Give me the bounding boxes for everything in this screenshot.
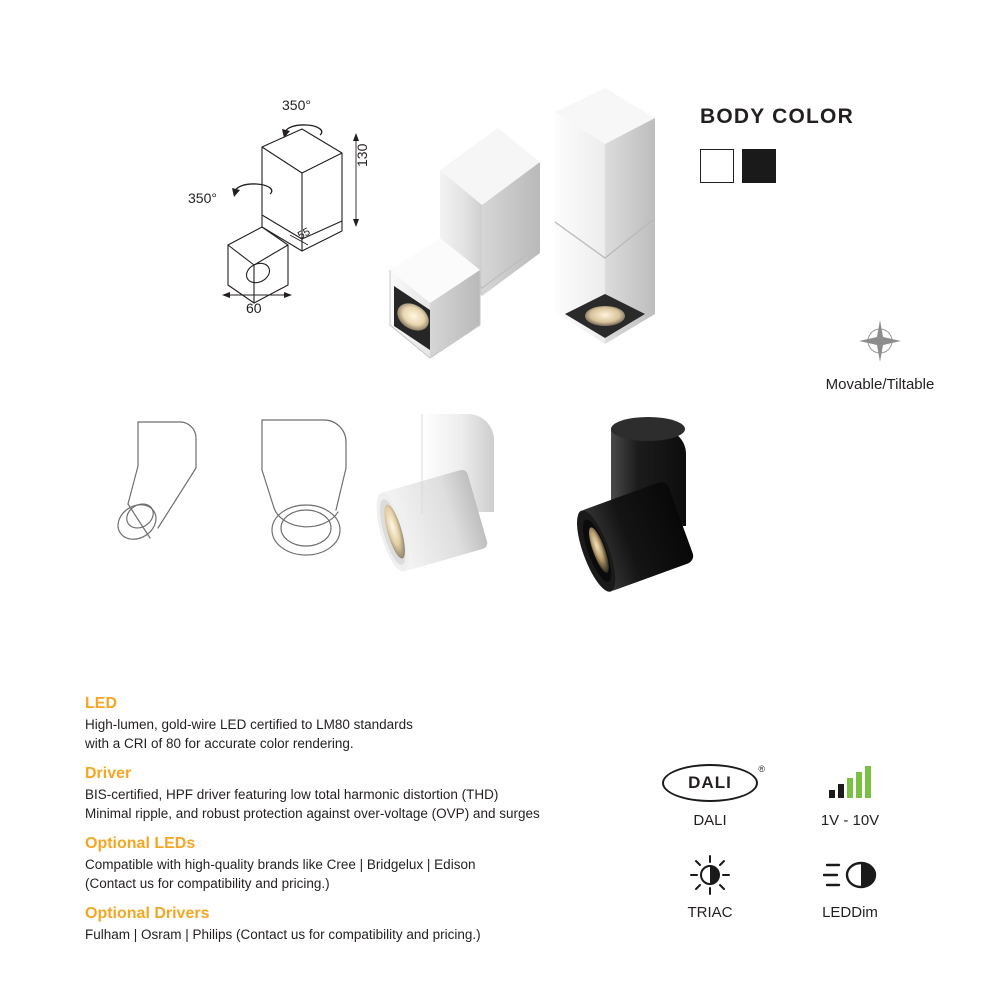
rotation-top-label: 350° [282,97,311,113]
dimming-option-dali [640,760,780,852]
height-dimension-label: 130 [354,143,370,167]
rotation-side-label: 350° [188,190,217,206]
product-photo-round-black [565,395,765,620]
spec-group-led [85,695,625,753]
technical-drawing-svg [190,95,410,325]
dimming-option-triac [640,852,780,944]
spec-group-optional-leds [85,835,625,893]
line-art-round-small-svg [110,400,240,570]
spec-line: (Contact us for compatibility and pricing.) [85,876,330,891]
swatch-white[interactable] [700,149,734,183]
spec-line: with a CRI of 80 for accurate color rendering. [85,736,354,751]
spec-line: Compatible with high-quality brands like Cree | Bridgelux | Edison [85,857,476,872]
swatch-black[interactable] [742,149,776,183]
specifications-block [85,695,625,944]
dimming-label-dali: DALI [693,812,727,829]
round-black-fixture-svg [565,395,765,620]
spec-line: High-lumen, gold-wire LED certified to LM80 standards [85,717,413,732]
line-art-round-fixture-large [240,398,390,578]
dimming-label-leddim: LEDDim [822,904,878,921]
registered-mark: ® [758,764,766,774]
spec-heading-optional-drivers: Optional Drivers [85,905,210,922]
spec-group-driver [85,765,625,823]
leddim-icon [823,857,877,893]
movable-tiltable-label: Movable/Tiltable [825,376,935,393]
depth-dimension-label: 55 [295,225,313,243]
movable-tiltable-feature [790,318,970,393]
width-dimension-label: 60 [246,300,262,316]
dimming-label-1v10v: 1V - 10V [820,812,880,829]
line-art-round-fixture-small [110,400,240,570]
dimming-option-1v10v [780,760,920,852]
spec-heading-driver: Driver [85,765,132,782]
body-color-swatches [700,149,960,183]
spec-line: Fulham | Osram | Philips (Contact us for compatibility and pricing.) [85,927,481,942]
four-point-star-icon [857,318,903,364]
line-art-round-large-svg [240,398,390,578]
dimming-label-triac: TRIAC [687,904,733,921]
dimming-options-block [640,760,920,944]
signal-bars-icon [829,768,871,798]
body-color-section [700,105,960,183]
spec-line: BIS-certified, HPF driver featuring low total harmonic distortion (THD) [85,787,499,802]
dali-logo-icon [662,764,766,802]
dimming-option-leddim [780,852,920,944]
technical-drawing [190,95,410,325]
spec-heading-led: LED [85,695,117,712]
product-photo-round-white [370,400,560,590]
round-white-fixture-svg [370,400,560,590]
body-color-title: BODY COLOR [700,105,854,128]
spec-line: Minimal ripple, and robust protection against over-voltage (OVP) and surges [85,806,540,821]
triac-half-sun-icon [690,855,730,895]
spec-group-optional-drivers [85,905,625,944]
spec-heading-optional-leds: Optional LEDs [85,835,196,852]
dali-logo-text: DALI [688,773,732,792]
